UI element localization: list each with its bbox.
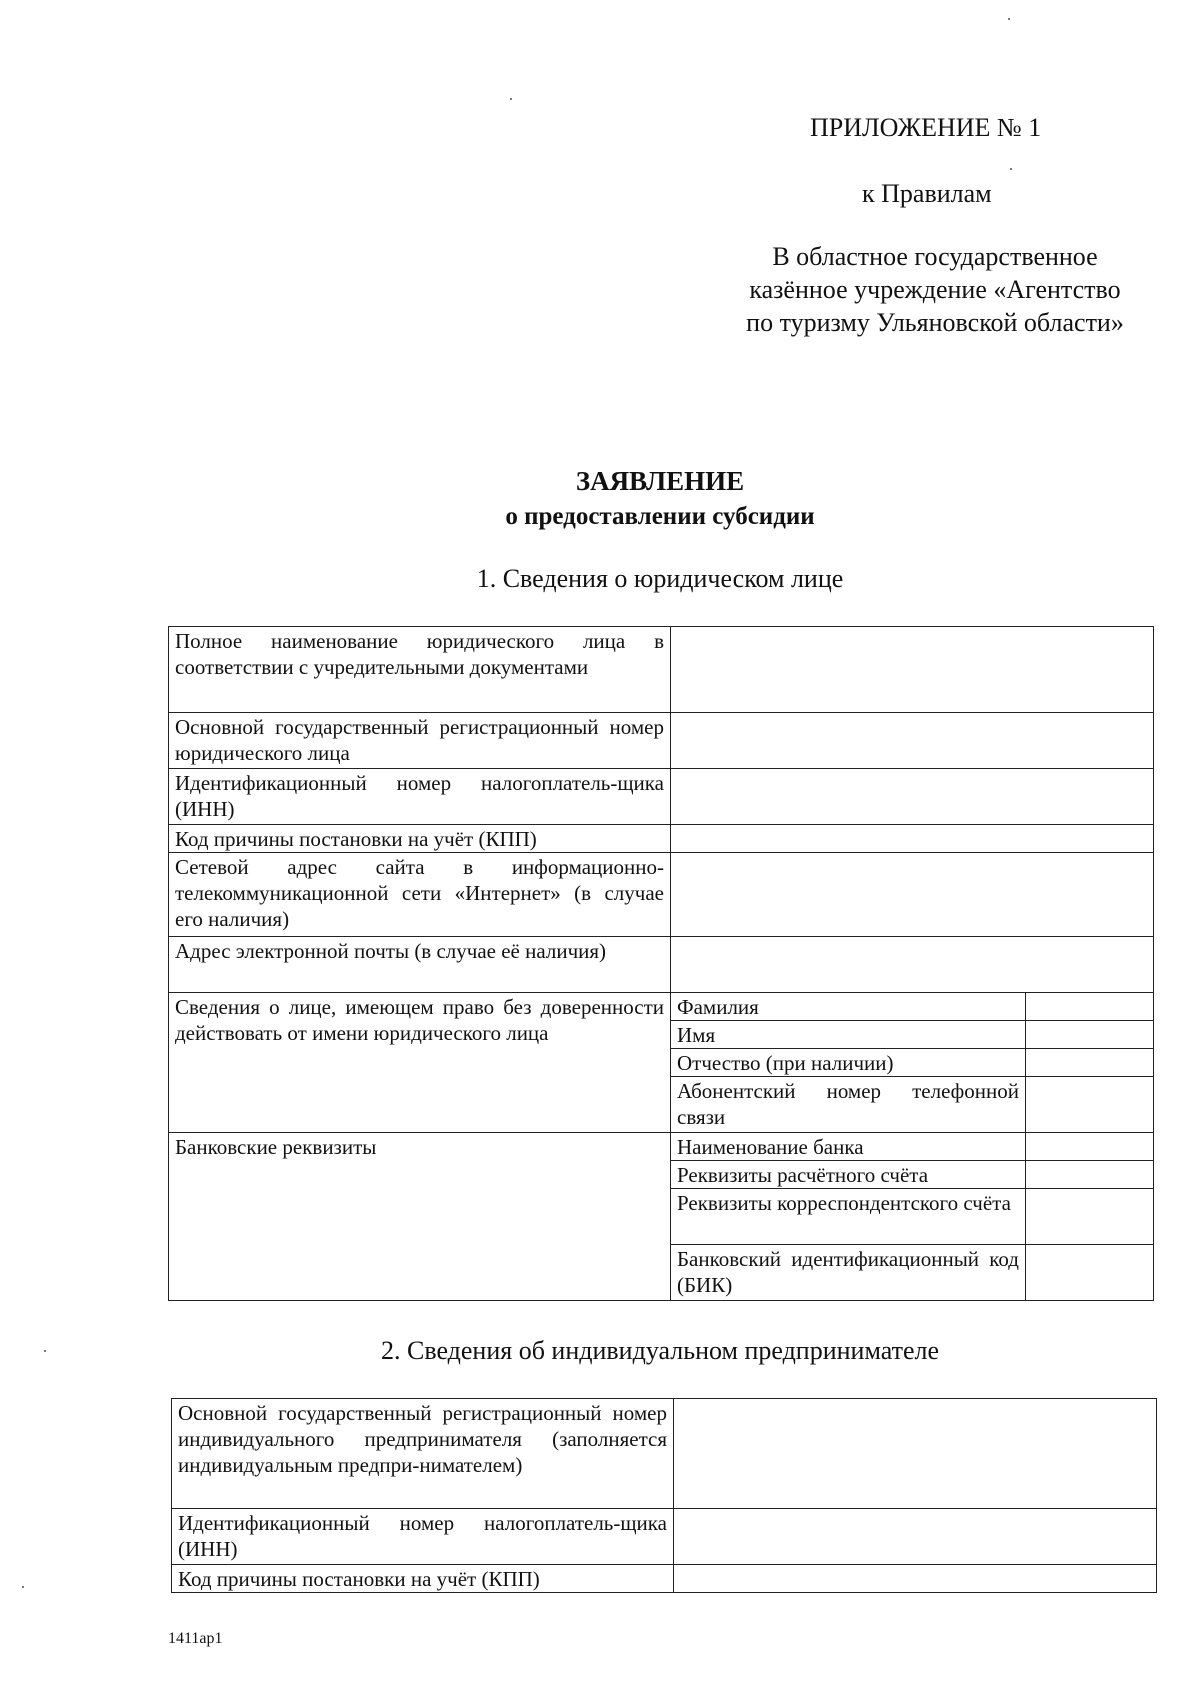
sub-field-label: Наименование банка [671, 1133, 1026, 1161]
value-cell[interactable] [671, 853, 1154, 937]
scan-speck [22, 1586, 24, 1588]
value-cell[interactable] [671, 627, 1154, 713]
sub-field-label: Абонентский номер телефонной связи [671, 1077, 1026, 1133]
addressee-line: В областное государственное [772, 242, 1098, 271]
table-row [169, 769, 1154, 825]
rules-reference: к Правилам [862, 179, 992, 208]
value-cell[interactable] [671, 769, 1154, 825]
authorized-person-label: Сведения о лице, имеющем право без доверенности действовать от имени юридического лица [169, 993, 671, 1133]
table-row [169, 713, 1154, 769]
value-cell[interactable] [671, 825, 1154, 853]
document-subtitle: о предоставлении субсидии [505, 503, 815, 530]
bank-details-label: Банковские реквизиты [169, 1133, 671, 1301]
sub-field-label: Банковский идентификационный код (БИК) [671, 1245, 1026, 1301]
table-row [172, 1399, 1157, 1509]
table-row [169, 853, 1154, 937]
row-label: Полное наименование юридического лица в соответствии с учредительными документами [169, 627, 671, 713]
value-cell[interactable] [1026, 1245, 1154, 1301]
section2-heading: 2. Сведения об индивидуальном предпринимателе [380, 1336, 940, 1365]
table-row [169, 825, 1154, 853]
row-label: Идентификационный номер налогоплатель-щика (ИНН) [172, 1509, 674, 1565]
document-code: 1411ap1 [168, 1630, 223, 1647]
value-cell[interactable] [671, 713, 1154, 769]
value-cell[interactable] [1026, 1189, 1154, 1245]
table-row [169, 627, 1154, 713]
document-title: ЗАЯВЛЕНИЕ [575, 466, 745, 496]
value-cell[interactable] [1026, 1133, 1154, 1161]
table-row [169, 937, 1154, 993]
table-row [169, 993, 1154, 1021]
sub-field-label: Реквизиты корреспондентского счёта [671, 1189, 1026, 1245]
entrepreneur-table [171, 1398, 1157, 1593]
addressee-line: по туризму Ульяновской области» [746, 308, 1124, 337]
row-label: Основной государственный регистрационный номер юридического лица [169, 713, 671, 769]
table-row [169, 1133, 1154, 1161]
addressee [700, 240, 1170, 339]
scan-speck [1008, 18, 1010, 20]
value-cell[interactable] [1026, 1049, 1154, 1077]
scan-speck [1010, 168, 1012, 170]
value-cell[interactable] [1026, 1161, 1154, 1189]
scan-speck [44, 1350, 46, 1352]
value-cell[interactable] [1026, 993, 1154, 1021]
row-label: Основной государственный регистрационный номер индивидуального предпринимателя (заполняется индивидуальным предпри-нимателем) [172, 1399, 674, 1509]
value-cell[interactable] [1026, 1021, 1154, 1049]
table-row [172, 1509, 1157, 1565]
sub-field-label: Отчество (при наличии) [671, 1049, 1026, 1077]
row-label: Код причины постановки на учёт (КПП) [169, 825, 671, 853]
value-cell[interactable] [674, 1509, 1157, 1565]
row-label: Код причины постановки на учёт (КПП) [172, 1565, 674, 1593]
sub-field-label: Имя [671, 1021, 1026, 1049]
legal-entity-table [168, 626, 1154, 1301]
section1-heading: 1. Сведения о юридическом лице [476, 564, 844, 593]
value-cell[interactable] [674, 1399, 1157, 1509]
value-cell[interactable] [674, 1565, 1157, 1593]
scan-speck [510, 98, 512, 100]
addressee-line: казённое учреждение «Агентство [749, 275, 1121, 304]
value-cell[interactable] [1026, 1077, 1154, 1133]
table-row [172, 1565, 1157, 1593]
sub-field-label: Фамилия [671, 993, 1026, 1021]
value-cell[interactable] [671, 937, 1154, 993]
sub-field-label: Реквизиты расчётного счёта [671, 1161, 1026, 1189]
row-label: Сетевой адрес сайта в информационно-телекоммуникационной сети «Интернет» (в случае его наличия) [169, 853, 671, 937]
row-label: Адрес электронной почты (в случае её наличия) [169, 937, 671, 993]
row-label: Идентификационный номер налогоплатель-щика (ИНН) [169, 769, 671, 825]
appendix-number: ПРИЛОЖЕНИЕ № 1 [810, 113, 1042, 142]
